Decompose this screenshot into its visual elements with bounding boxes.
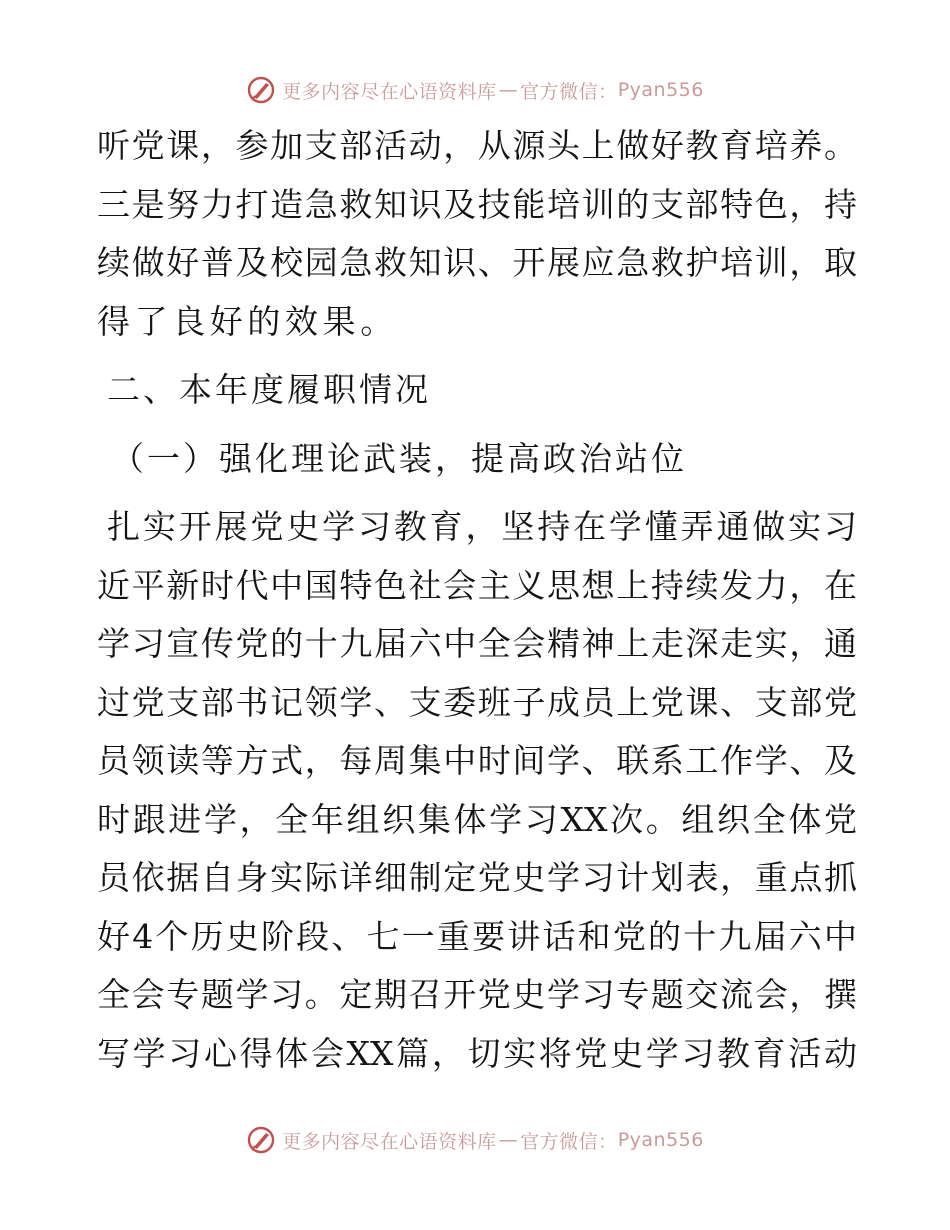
text-line: 学习宣传党的十九届六中全会精神上走深走实，通 bbox=[97, 624, 857, 663]
footer-watermark bbox=[0, 1120, 950, 1160]
paragraph-continued bbox=[97, 117, 857, 351]
watermark-wechat-label: 官方微信： bbox=[520, 1130, 618, 1153]
text-line: 三是努力打造急救知识及技能培训的支部特色，持 bbox=[97, 184, 857, 224]
text-line: 员依据自身实际详细制定党史学习计划表，重点抓 bbox=[97, 858, 857, 897]
watermark-separator: — bbox=[498, 79, 519, 101]
text-line: 续做好普及校园急救知识、开展应急救护培训，取 bbox=[97, 243, 857, 282]
watermark-brand: 更多内容尽在心语资料库 bbox=[282, 1130, 497, 1153]
watermark-wechat-id: Pyan556 bbox=[617, 79, 704, 101]
watermark-separator: — bbox=[498, 1129, 519, 1151]
section-heading: 二、本年度履职情况 bbox=[107, 370, 431, 409]
text-line: 好4个历史阶段、七一重要讲话和党的十九届六中 bbox=[97, 916, 857, 956]
quill-circle-logo-icon bbox=[246, 1125, 276, 1155]
watermark-wechat-id: Pyan556 bbox=[617, 1129, 704, 1151]
paragraph-main bbox=[97, 498, 857, 1083]
text-line: 得了良好的效果。 bbox=[97, 301, 398, 341]
text-line: 过党支部书记领学、支委班子成员上党课、支部党 bbox=[97, 682, 857, 722]
document-body bbox=[97, 117, 857, 1083]
text-line: 扎实开展党史学习教育，坚持在学懂弄通做实习 bbox=[107, 507, 857, 546]
header-watermark bbox=[0, 70, 950, 110]
watermark-wechat-label: 官方微信： bbox=[520, 80, 618, 103]
quill-circle-logo-icon bbox=[246, 75, 276, 105]
text-line: 写学习心得体会XX篇，切实将党史学习教育活动 bbox=[97, 1033, 857, 1073]
text-line: 近平新时代中国特色社会主义思想上持续发力，在 bbox=[97, 565, 857, 605]
text-line: 听党课，参加支部活动，从源头上做好教育培养。 bbox=[97, 126, 857, 165]
text-line: 时跟进学，全年组织集体学习XX次。组织全体党 bbox=[97, 799, 857, 839]
watermark-brand: 更多内容尽在心语资料库 bbox=[282, 80, 497, 103]
text-line: 员领读等方式，每周集中时间学、联系工作学、及 bbox=[97, 741, 857, 780]
text-line: 全会专题学习。定期召开党史学习专题交流会，撰 bbox=[97, 975, 857, 1014]
subsection-heading: （一）强化理论武装，提高政治站位 bbox=[111, 438, 687, 478]
